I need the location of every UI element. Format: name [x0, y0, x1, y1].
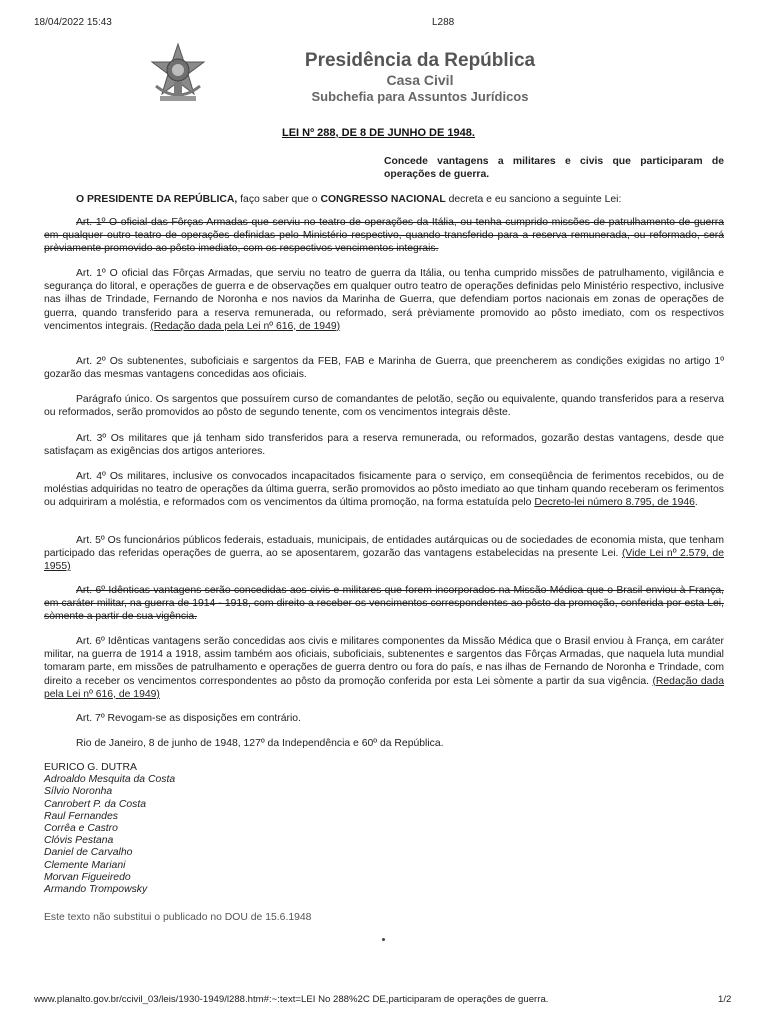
preamble-congress: CONGRESSO NACIONAL — [320, 194, 446, 205]
art1-text: Art. 1º O oficial das Fôrças Armadas, que serviu no teatro de guerra da Itália, ou tenha cumprido missões de patrulhamento, vigilância e segurança do litoral, e operações de guerra e de observações em qualquer outro teatro de operações definidas pelo Ministério respectivo, inclusive nas ilhas de Trindade, Fernando de Noronha e nos navios da Marinha de Guerra, que defendiam portos nacionais em zonas de operações de guerra, quando transferido para a reserva remunerada, ou reformado, será prèviamente promovido ao pôsto imediato, com os respectivos vencimentos integrais. — [44, 268, 724, 332]
signature-minister: Daniel de Carvalho — [44, 847, 133, 859]
art4-text: Art. 4º Os militares, inclusive os convocados incapacitados fisicamente para o serviço, em conseqüência de ferimentos recebidos, ou de moléstias adquiridas no teatro de operações da última guerra, serão promovidos ao pôsto imediato ao que tinham quando receberam os ferimentos ou adquiriram a moléstia, e reformados com os vencimentos da última promoção, na forma estatuída pelo — [44, 471, 724, 509]
signature-minister: Corrêa e Castro — [44, 823, 118, 835]
law-ementa: Concede vantagens a militares e civis que participaram de operações de guerra. — [384, 156, 724, 180]
preamble-text-2: decreta e eu sanciono a seguinte Lei: — [445, 194, 622, 205]
art4-end: . — [694, 497, 698, 509]
art1-revoked: Art. 1º O oficial das Fôrças Armadas que serviu no teatro de operações da Itália, ou tenha cumprido missões de patrulhamento de guerra em qualquer outro teatro de operações definidas pelo Ministério respectivo, quando transferido para a reserva remunerada, ou reformado, será prèviamente promovido ao pôsto imediato, com os respectivos vencimentos integrais. — [44, 217, 724, 255]
presidencia-heading: Presidência da República — [304, 50, 536, 71]
signature-minister: Clemente Mariani — [44, 859, 126, 871]
art3: Art. 3º Os militares que já tenham sido transferidos para a reserva remunerada, ou reformados, gozarão destas vantagens, desde que satisfaçam as exigências dos artigos anteriores. — [44, 433, 724, 458]
dou-disclaimer: Este texto não substitui o publicado no DOU de 15.6.1948 — [44, 912, 312, 923]
art2-paragraph: Parágrafo único. Os sargentos que possuírem curso de comandantes de pelotão, seção ou equivalente, quando transferidos para a reserva ou reformados, serão promovidos ao pôsto de segundo tenente, com os vencimentos integrais dêste. — [44, 394, 724, 419]
signatures — [44, 762, 175, 896]
closing-date: Rio de Janeiro, 8 de junho de 1948, 127º da Independência e 60º da República. — [76, 738, 444, 749]
footer-url: www.planalto.gov.br/ccivil_03/leis/1930-1949/l288.htm#:~:text=LEI No 288%2C DE,participaram de operações de guerra. — [34, 994, 549, 1005]
art5-text: Art. 5º Os funcionários públicos federais, estaduais, municipais, de entidades autárquicas ou de sociedades de economia mista, que tenham participado das referidas operações de guerra, ao se aposentarem, gozarão das vantagens estabelecidas na presente Lei. — [44, 535, 724, 560]
signature-minister: Clóvis Pestana — [44, 835, 114, 847]
signature-minister: Sílvio Noronha — [44, 786, 113, 798]
art4 — [44, 470, 724, 510]
signature-minister: Adroaldo Mesquita da Costa — [44, 774, 176, 786]
casa-civil-heading: Casa Civil — [386, 72, 454, 88]
art6-text: Art. 6º Idênticas vantagens serão concedidas aos civis e militares componentes da Missão Médica que o Brasil enviou à França, em caráter militar, na guerra de 1914 a 1918, assim também aos oficiais, suboficiais, subtenentes e sargentos das Fôrças Armadas, que naquela luta mundial tomaram parte, em missões de patrulhamento e operações de guerra dentro ou fora do país, e nas ilhas de Fernando de Noronha e Trindade, com direito a receber os vencimentos correspondentes ao pôsto da promoção conferida por esta Lei sòmente a partir da sua vigência. — [44, 636, 724, 687]
art1-amendment-link[interactable]: (Redação dada pela Lei nº 616, de 1949) — [150, 320, 341, 332]
preamble-text-1: faço saber que o — [237, 194, 321, 205]
art6-amendment-link[interactable]: (Redação dada pela Lei nº 616, de 1949) — [44, 675, 724, 700]
print-doc-id: L288 — [432, 17, 455, 28]
print-date: 18/04/2022 15:43 — [34, 17, 112, 28]
preamble-president: O PRESIDENTE DA REPÚBLICA, — [76, 194, 238, 205]
signature-president: EURICO G. DUTRA — [44, 762, 137, 773]
page-number: 1/2 — [718, 994, 732, 1005]
signature-minister: Armando Trompowsky — [44, 884, 148, 896]
signature-minister: Canrobert P. da Costa — [44, 798, 147, 810]
signature-minister: Morvan Figueiredo — [44, 871, 131, 883]
art4-decree-link[interactable]: Decreto-lei número 8.795, de 1946 — [534, 497, 695, 509]
art5 — [44, 534, 724, 574]
art7: Art. 7º Revogam-se as disposições em contrário. — [76, 713, 301, 724]
art6-revoked: Art. 6º Idênticas vantagens serão concedidas aos civis e militares que forem incorporados na Missão Médica que o Brasil enviou à França, em caráter militar, na guerra de 1914 - 1918, com direito a receber os vencimentos correspondentes ao pôsto da promoção, conferida por esta Lei, sòmente a partir de sua vigência. — [44, 585, 724, 623]
subchefia-heading: Subchefia para Assuntos Jurídicos — [311, 89, 529, 104]
preamble — [44, 193, 724, 206]
art1 — [44, 267, 724, 333]
coat-of-arms-icon — [146, 42, 210, 106]
art2: Art. 2º Os subtenentes, suboficiais e sargentos da FEB, FAB e Marinha de Guerra, que preencherem as condições exigidas no artigo 1º gozarão das mesmas vantagens concedidas aos oficiais. — [44, 356, 724, 381]
law-title: LEI Nº 288, DE 8 DE JUNHO DE 1948. — [282, 127, 475, 139]
art6 — [44, 635, 724, 701]
stray-dot — [382, 938, 385, 941]
signature-minister: Raul Fernandes — [44, 810, 118, 822]
art5-see-link[interactable]: (Vide Lei nº 2.579, de 1955) — [44, 548, 724, 573]
